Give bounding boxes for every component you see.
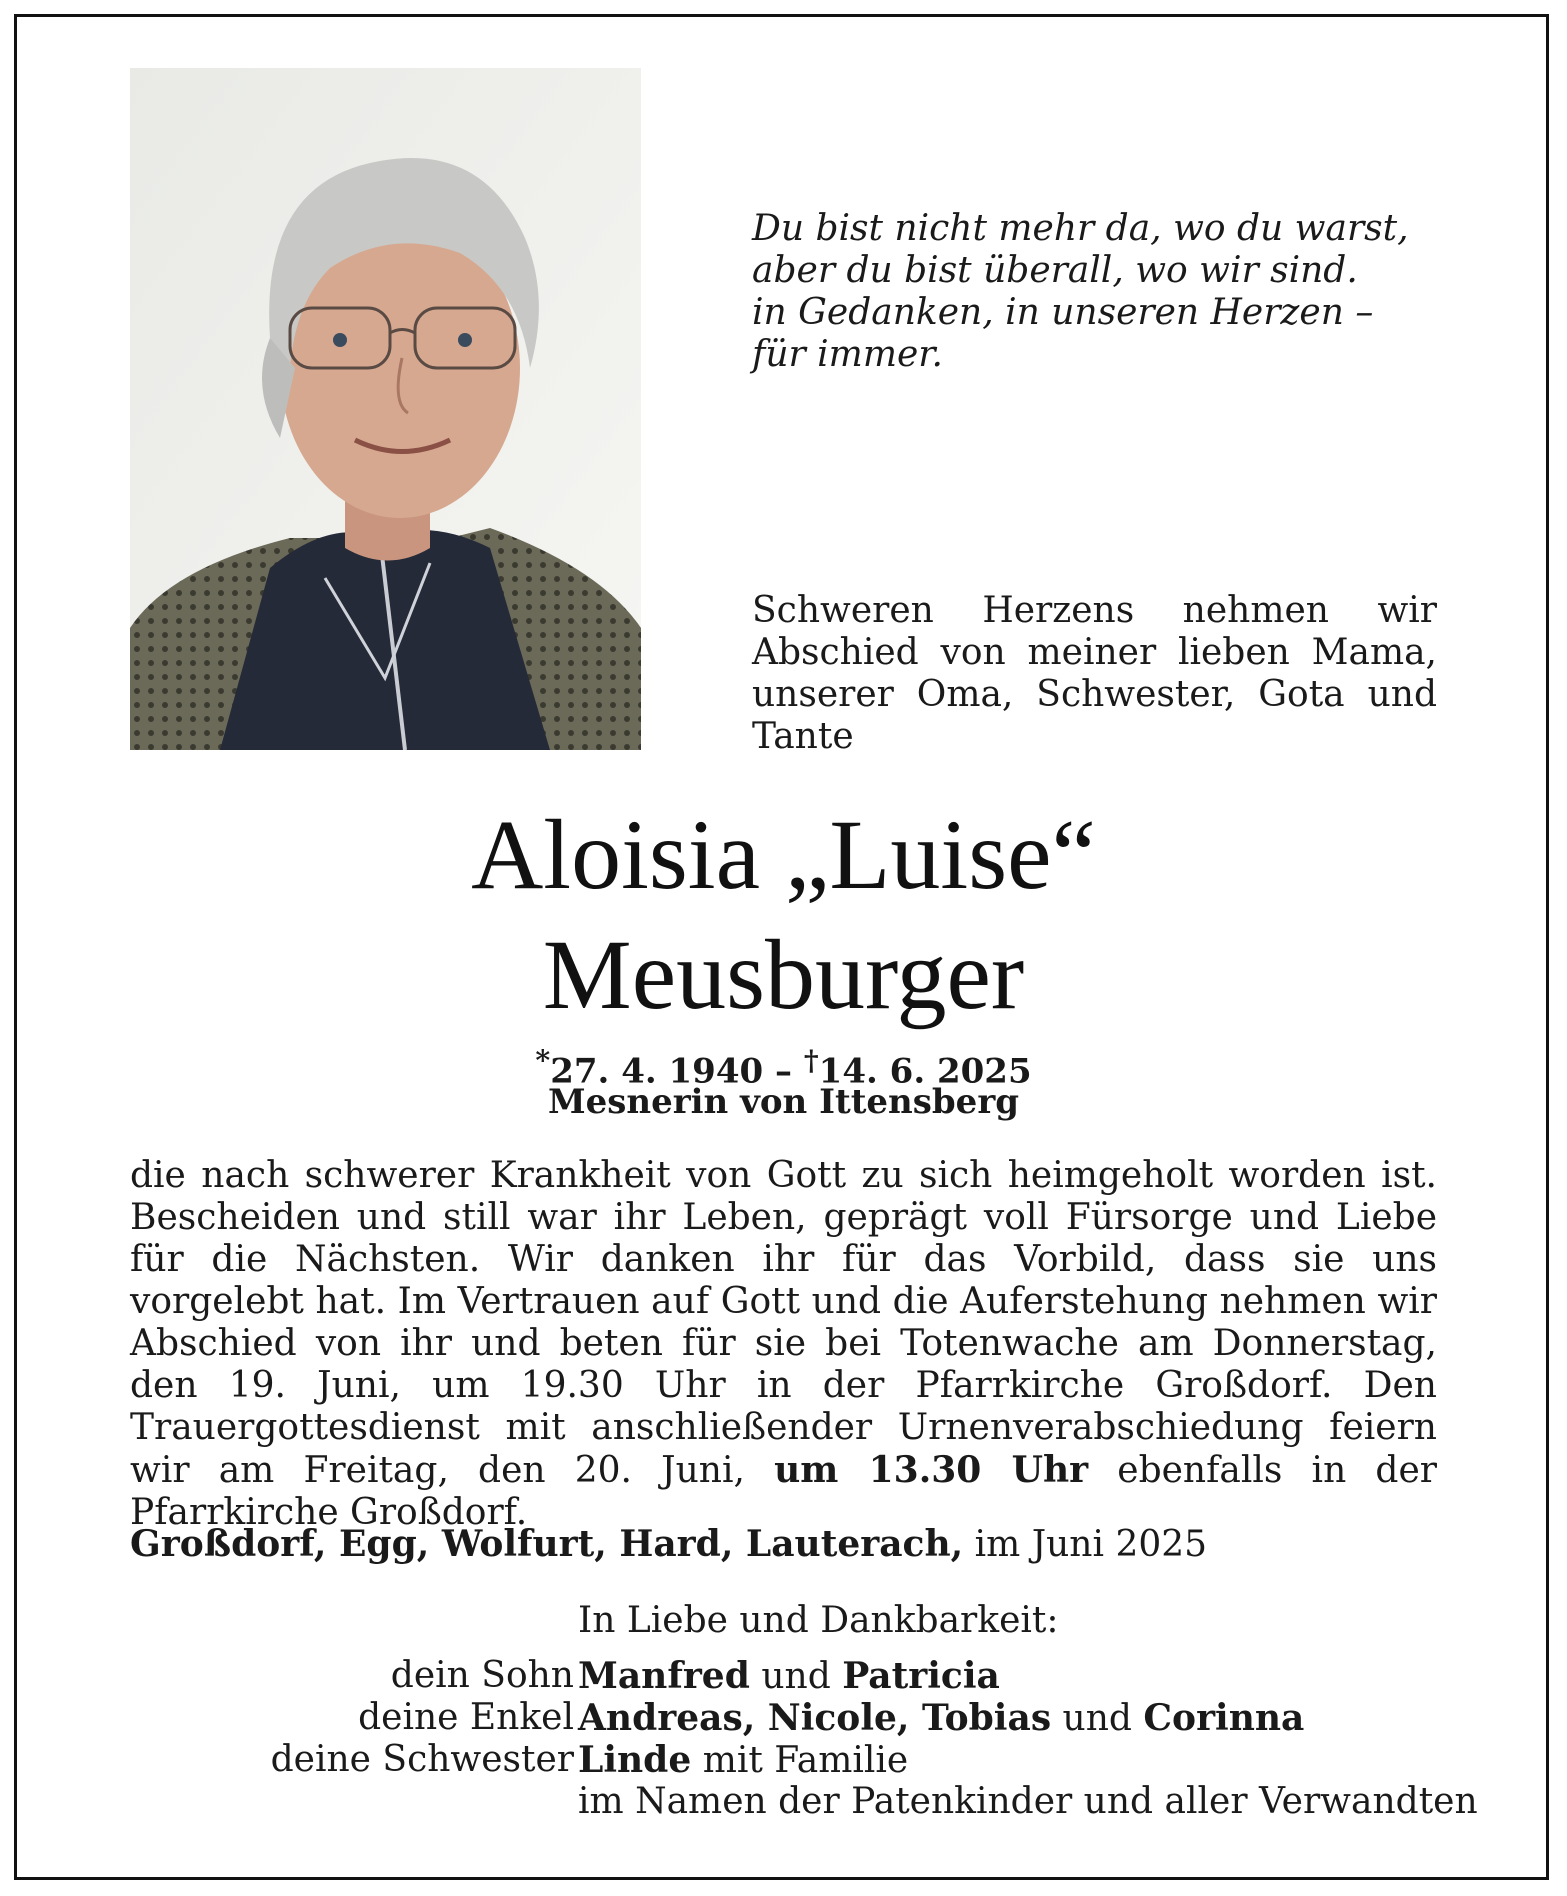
portrait-illustration [130,68,641,750]
deceased-name-last: Meusburger [542,919,1025,1030]
relation-label: deine Schwester [270,1739,574,1780]
relation-label: dein Sohn [390,1655,574,1696]
quote-line: in Gedanken, in unseren Herzen – [752,292,1374,333]
portrait-photo [130,68,641,750]
relation-label: deine Enkel [358,1697,574,1738]
name-bold: Corinna [1143,1697,1305,1739]
intro-text: Schweren Herzens nehmen wir Abschied von meiner lieben Mama, unserer Oma, Schwester, Gota und Tante [752,590,1437,757]
signature-heading: In Liebe und Dankbarkeit: [578,1600,1059,1641]
body-part-1: die nach schwerer Krankheit von Gott zu sich heimgeholt worden ist. Bescheiden und still war ihr Leben, geprägt voll Fürsorge und Liebe für die Nächsten. Wir danken ihr für das Vorbild, dass sie uns vorgelebt hat. Im Vertrauen auf Gott und die Auferstehung nehmen wir Abschied von ihr und beten für sie bei Totenwache am Donnerstag, den 19. Juni, um 19.30 Uhr in der Pfarrkirche Großdorf. Den Trauergottesdienst mit anschließender Urnenverabschiedung feiern wir am Freitag, den 20. Juni, [130,1155,1437,1491]
name-bold: Patricia [842,1655,1000,1697]
place-date: im Juni 2025 [963,1524,1208,1565]
relation-names [578,1655,1000,1698]
signature-row [130,1655,1437,1697]
obituary-body [130,1155,1437,1534]
quote-line: für immer. [752,334,943,375]
quote-line: Du bist nicht mehr da, wo du warst, [752,208,1409,249]
relation-names [578,1739,908,1782]
signature-row [130,1739,1437,1781]
quote-line: aber du bist überall, wo wir sind. [752,250,1358,291]
relation-names [578,1697,1304,1740]
deceased-name-first: Aloisia „Luise“ [471,799,1096,910]
name-bold: Andreas, Nicole, Tobias [578,1697,1052,1739]
name-suffix: mit Familie [691,1740,909,1781]
death-symbol: † [803,1043,819,1077]
signature-row [130,1697,1437,1739]
birth-symbol: * [535,1043,551,1077]
service-time: um 13.30 Uhr [774,1449,1089,1491]
memorial-quote [752,208,1409,376]
signature-row [130,1781,1478,1823]
conjunction: und [1051,1698,1144,1739]
body-part-2: ebenfalls in der Pfarrkirche Großdorf. [130,1450,1437,1533]
deceased-role: Mesnerin von Ittensberg [547,1082,1020,1122]
birth-date: 27. 4. 1940 [550,1051,764,1092]
places-and-date [130,1523,1437,1566]
places-list: Großdorf, Egg, Wolfurt, Hard, Lauterach, [130,1523,964,1565]
name-bold: Linde [578,1739,692,1781]
conjunction: und [749,1656,843,1697]
name-bold: Manfred [578,1655,750,1697]
date-separator: – [763,1051,804,1092]
death-date: 14. 6. 2025 [818,1051,1032,1092]
relation-names: im Namen der Patenkinder und aller Verwandten [578,1781,1478,1822]
